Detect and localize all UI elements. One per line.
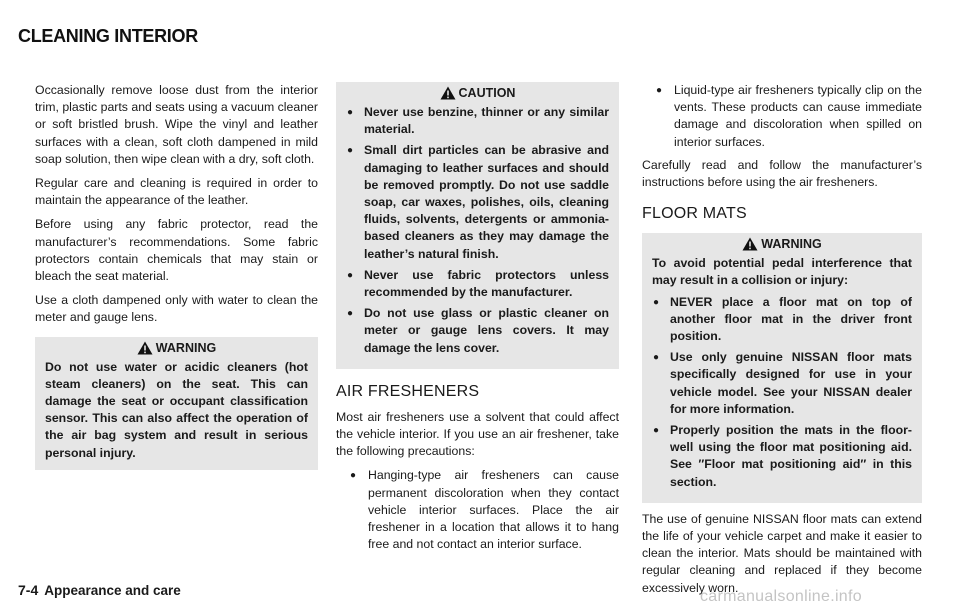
paragraph: Carefully read and follow the manufacturer’s instructions before using the air fresheners.: [642, 157, 922, 190]
watermark: carmanualsonline.info: [700, 588, 862, 605]
warning-intro: To avoid potential pedal interference that may result in a collision or injury:: [652, 256, 912, 288]
list-item: ● Use only genuine NISSAN floor mats specifically designed for use in your vehicle model. See your NISSAN dealer for more information.: [652, 349, 912, 418]
column-1: [35, 82, 318, 470]
warning-icon: [742, 237, 758, 251]
list-item: ● Hanging-type air fresheners can cause permanent discoloration when they contact vehicle interior surfaces. Place the air freshener in a location that allows it to hang free and not contact an interior surface.: [336, 467, 619, 553]
warning-box: [642, 233, 922, 503]
list-item: ● Small dirt particles can be abrasive and damaging to leather surfaces and should be removed promptly. Do not use saddle soap, car waxes, polishes, oils, cleaning fluids, solvents, detergents or ammonia-based cleaners as they may damage the leather’s natural finish.: [346, 142, 609, 262]
column-3: [642, 82, 922, 604]
paragraph: Most air fresheners use a solvent that could affect the vehicle interior. If you use an air freshener, take the following precautions:: [336, 409, 619, 459]
page-title: CLEANING INTERIOR: [18, 26, 198, 46]
section-heading-floor-mats: FLOOR MATS: [642, 205, 747, 223]
warning-heading: WARNING: [45, 341, 308, 355]
list-item: ● Never use benzine, thinner or any similar material.: [346, 104, 609, 138]
paragraph: The use of genuine NISSAN floor mats can extend the life of your vehicle carpet and make it easier to clean the interior. Mats should be maintained with regular cleaning and replaced if they become excessively worn.: [642, 511, 922, 595]
floor-mat-warning-list: [652, 294, 912, 491]
paragraph: Use a cloth dampened only with water to clean the meter and gauge lens.: [35, 293, 318, 325]
caution-icon: [440, 86, 456, 100]
air-freshener-list-cont: [642, 82, 922, 151]
page-footer: [18, 582, 181, 598]
warning-icon: [137, 341, 153, 355]
list-item: ● Do not use glass or plastic cleaner on meter or gauge lens covers. It may damage the lens cover.: [346, 305, 609, 357]
caution-list: [346, 104, 609, 357]
caution-box: [336, 82, 619, 369]
caution-heading: CAUTION: [346, 86, 609, 100]
list-item: ● NEVER place a floor mat on top of another floor mat in the driver front position.: [652, 294, 912, 346]
list-item: ● Properly position the mats in the floor-well using the floor mat positioning aid. See ″Floor mat positioning aid″ in this section.: [652, 422, 912, 491]
paragraph: Before using any fabric protector, read the manufacturer’s recommendations. Some fabric protectors contain chemicals that may stain or bleach the seat material.: [35, 217, 318, 284]
warning-box: [35, 337, 318, 470]
list-item: ● Never use fabric protectors unless recommended by the manufacturer.: [346, 267, 609, 301]
page-number: 7-4: [18, 582, 39, 598]
paragraph: Occasionally remove loose dust from the interior trim, plastic parts and seats using a vacuum cleaner or soft bristled brush. Wipe the vinyl and leather surfaces with a clean, soft cloth dampened in mild soap solution, then wipe clean with a dry, soft cloth.: [35, 83, 318, 166]
column-2: [336, 82, 619, 559]
list-item: ● Liquid-type air fresheners typically clip on the vents. These products can cause immediate damage and discoloration when spilled on interior surfaces.: [642, 82, 922, 151]
air-freshener-list: [336, 467, 619, 553]
paragraph: Regular care and cleaning is required in order to maintain the appearance of the leather.: [35, 176, 318, 208]
section-name: Appearance and care: [44, 583, 181, 598]
warning-heading: WARNING: [652, 237, 912, 251]
warning-text: Do not use water or acidic cleaners (hot steam cleaners) on the seat. This can damage the seat or occupant classification sensor. This can also affect the operation of the air bag system and result in serious personal injury.: [45, 359, 308, 460]
section-heading-air-fresheners: AIR FRESHENERS: [336, 382, 480, 400]
